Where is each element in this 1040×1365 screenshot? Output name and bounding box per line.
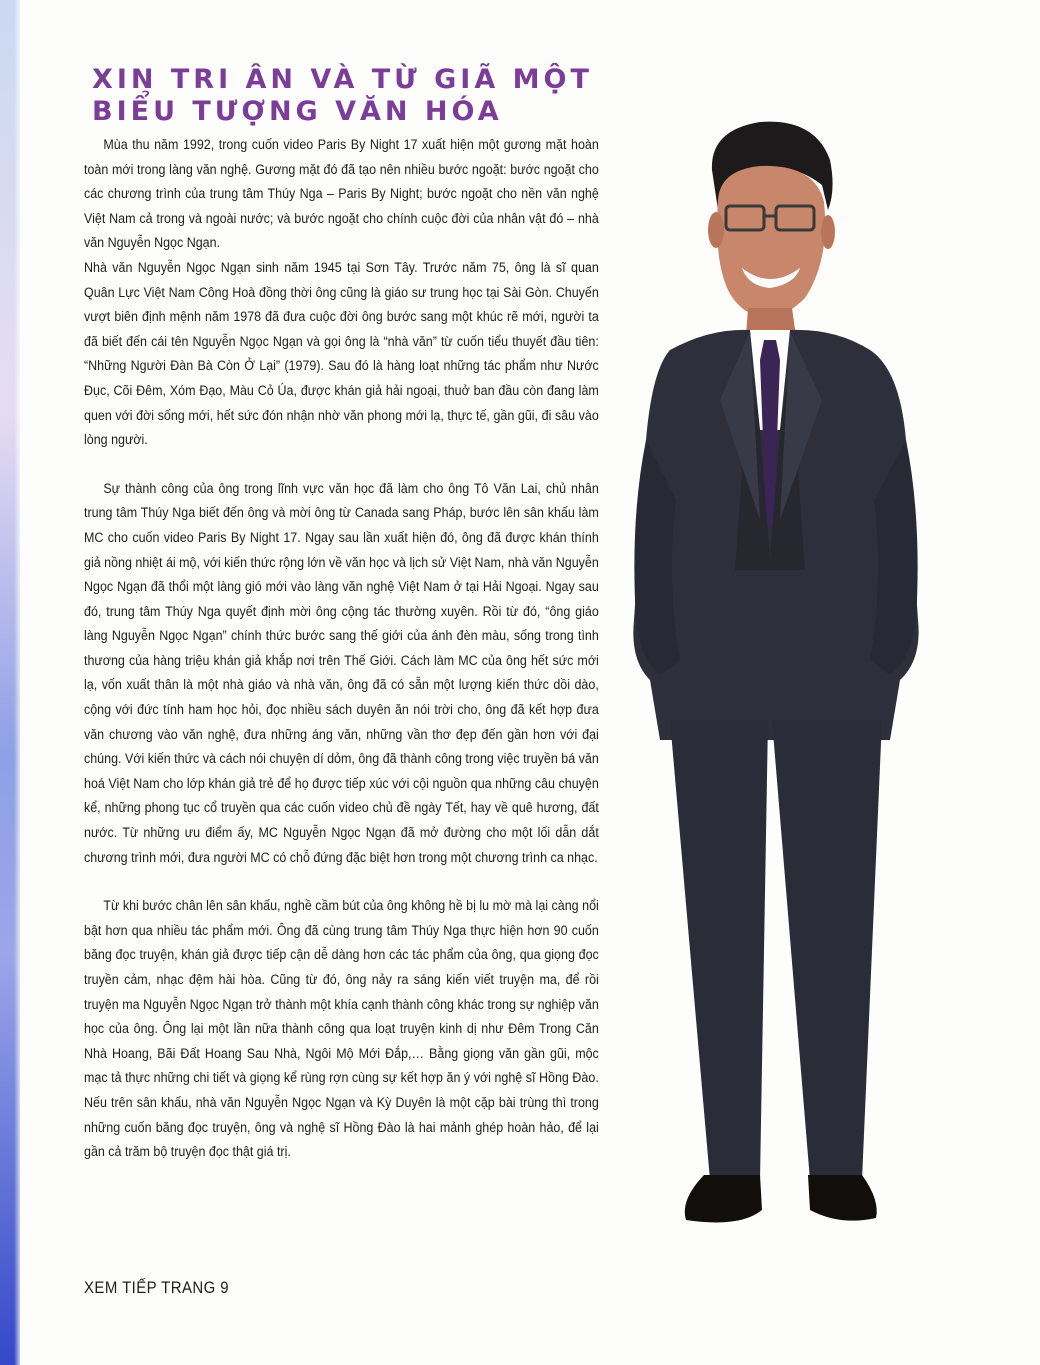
portrait-photo bbox=[600, 100, 940, 1250]
article-body bbox=[84, 133, 599, 1165]
decorative-side-band bbox=[0, 0, 20, 1365]
article-title-line-2: BIỂU TƯỢNG VĂN HÓA bbox=[92, 96, 503, 127]
article-paragraph: Nhà văn Nguyễn Ngọc Ngạn sinh năm 1945 tại Sơn Tây. Trước năm 75, ông là sĩ quan Quân Lực Việt Nam Công Hoà đồng thời ông cũng là giáo sư trung học tại Sài Gòn. Chuyến vượt biên định mệnh năm 1978 đã đưa cuộc đời ông bước sang một khúc rẽ mới, người ta đã biết đến cái tên Nguyễn Ngọc Ngạn và gọi ông là “nhà văn” từ cuốn tiểu thuyết đầu tiên: “Những Người Đàn Bà Còn Ở Lại” (1979). Sau đó là hàng loạt những tác phẩm như Nước Đục, Cõi Đêm, Xóm Đạo, Màu Cỏ Úa, được khán giả hải ngoại, thuở ban đầu còn đang làm quen với đời sống mới, hết sức đón nhận nhờ văn phong mới lạ, thực tế, gần gũi, đi sâu vào lòng người. bbox=[84, 259, 599, 449]
article-title bbox=[92, 64, 652, 128]
continued-on-page-label: XEM TIẾP TRANG 9 bbox=[84, 1278, 230, 1297]
article-paragraph: Mùa thu năm 1992, trong cuốn video Paris By Night 17 xuất hiện một gương mặt hoàn toàn mới trong làng văn nghệ. Gương mặt đó đã tạo nên nhiều bước ngoặt: bước ngoặt cho các chương trình của trung tâm Thúy Nga – Paris By Night; bước ngoặt cho nền văn nghệ Việt Nam cả trong và ngoài nước; và bước ngoặt cho chính cuộc đời của nhân vật đó – nhà văn Nguyễn Ngọc Ngạn. bbox=[84, 137, 599, 252]
article-paragraph: Từ khi bước chân lên sân khấu, nghề cầm bút của ông không hề bị lu mờ mà lại càng nổi bật hơn qua nhiều tác phẩm mới. Ông đã cùng trung tâm Thúy Nga thực hiện hơn 90 cuốn băng đọc truyện, khán giả được tiếp cận dễ dàng hơn các tác phẩm của ông, qua giọng đọc truyền cảm, nhạc đệm hài hòa. Cũng từ đó, ông nảy ra sáng kiến viết truyện ma, để rồi truyện ma Nguyễn Ngọc Ngạn trở thành một khía cạnh thành công khác trong sự nghiệp văn học của ông. Ông lại một lần nữa thành công qua loạt truyện kinh dị như Đêm Trong Căn Nhà Hoang, Bãi Đất Hoang Sau Nhà, Ngôi Mộ Mới Đắp,… Bằng giọng văn gần gũi, mộc mạc tả thực những chi tiết và giọng kể rùng rợn cùng sự kết hợp ăn ý với nghệ sĩ Hồng Đào. Nếu trên sân khấu, nhà văn Nguyễn Ngọc Ngạn và Kỳ Duyên là một cặp bài trùng thì trong những cuốn băng đọc truyện, ông và nghệ sĩ Hồng Đào là hai mảnh ghép hoàn hảo, để lại gần cả trăm bộ truyện đọc thật giá trị. bbox=[84, 898, 599, 1161]
article-title-line-1: XIN TRI ÂN VÀ TỪ GIÃ MỘT bbox=[92, 64, 593, 95]
article-paragraph: Sự thành công của ông trong lĩnh vực văn học đã làm cho ông Tô Văn Lai, chủ nhân trung tâm Thúy Nga biết đến ông và mời ông từ Canada sang Pháp, bước lên sân khấu làm MC cho cuốn video Paris By Night 17. Ngay sau lần xuất hiện đó, ông đã được khán thính giả nồng nhiệt ái mộ, với kiến thức rộng lớn về văn học và lịch sử Việt Nam, nhà văn Nguyễn Ngọc Ngạn đã thổi một làng gió mới vào làng văn nghệ Việt Nam ở tại Hải Ngoại. Ngay sau đó, trung tâm Thúy Nga quyết định mời ông cộng tác thường xuyên. Rồi từ đó, “ông giáo làng Nguyễn Ngọc Ngạn” chính thức bước sang thế giới của ánh đèn màu, sống trong tình thương của hàng triệu khán giả khắp nơi trên Thế Giới. Cách làm MC của ông hết sức mới lạ, vốn xuất thân là một nhà giáo và nhà văn, ông đã có sẵn một lượng kiến thức dồi dào, cộng với đức tính ham học hỏi, đọc nhiều sách duyên ăn nói trời cho, ông đã kết hợp đưa văn chương vào văn nghệ, đưa những áng văn, những vần thơ đẹp đến gần hơn với đại chúng. Với kiến thức và cách nói chuyện dí dỏm, ông đã thành công trong việc truyền bá văn hoá Việt Nam cho lớp khán giả trẻ để họ được tiếp xúc với cội nguồn qua những câu chuyện kể, những phong tục cổ truyền qua các cuốn video chủ đề ngày Tết, hay về quê hương, đất nước. Từ những ưu điểm ấy, MC Nguyễn Ngọc Ngạn đã mở đường cho một lối dẫn dắt chương trình mới, đưa người MC có chỗ đứng đặc biệt hơn trong một chương trình ca nhạc. bbox=[84, 480, 599, 866]
